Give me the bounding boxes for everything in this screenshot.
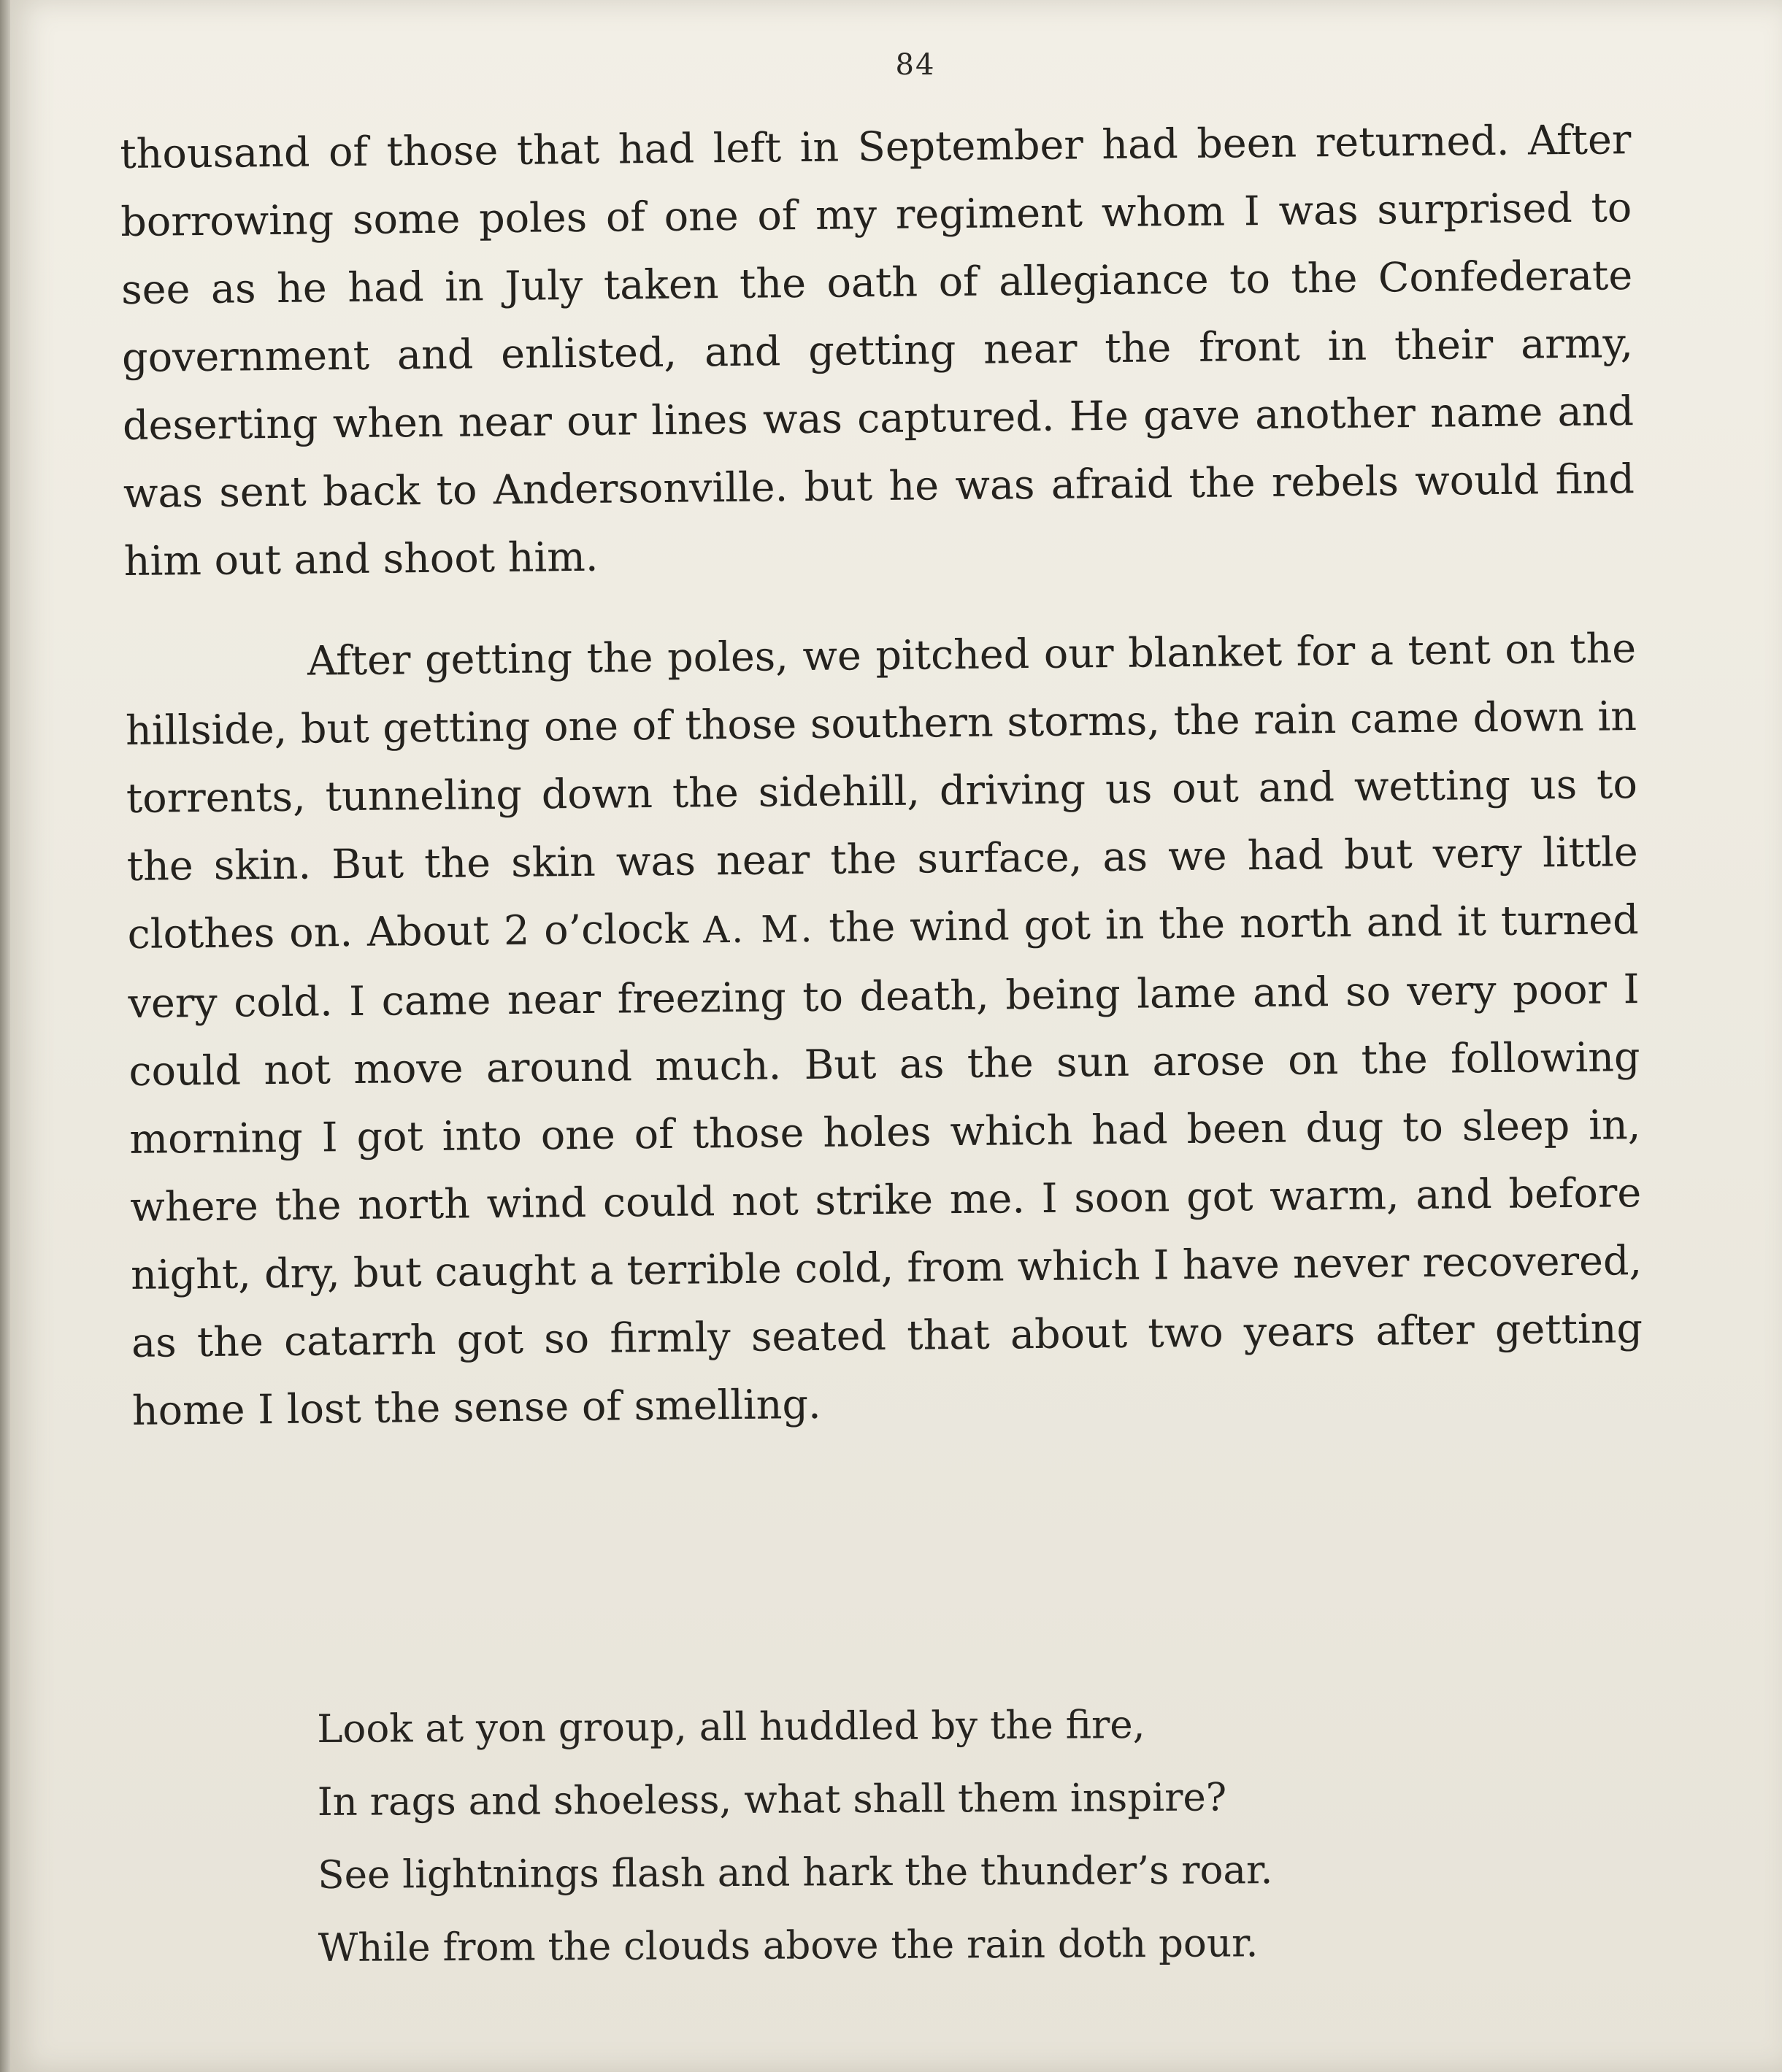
poem-line-4: While from the clouds above the rain doth pour.	[318, 1921, 1259, 1971]
poem-line-1: Look at yon group, all huddled by the fire,	[317, 1703, 1145, 1752]
paragraph-1: thousand of those that had left in September had been returned. After borrowing some poles of one of my regiment whom I was surprised to see as he had in July taken the oath of allegiance to the Confederate government and enlisted, and getting near the front in their army, deserting when near our lines was captured. He gave another name and was sent back to Andersonville. but he was afraid the rebels would find him out and shoot him.	[120, 116, 1635, 585]
poem-line-3: See lightnings flash and hark the thunder’s roar.	[318, 1848, 1273, 1898]
page-number: 84	[895, 48, 936, 82]
body-text	[120, 106, 1643, 1445]
paragraph-2-part-1: After getting the poles, we pitched our blanket for a tent on the hillside, but getting one of those southern storms, the rain came down in torrents, tunneling down the sidehill, driving us out and wetting us to the skin. But the skin was near the surface, as we had but very little clothes on. About 2 o’clock	[125, 625, 1639, 958]
paragraph-2	[125, 615, 1644, 1445]
poem-line-2: In rags and shoeless, what shall them inspire?	[317, 1775, 1227, 1825]
time-abbreviation: A. M.	[702, 907, 815, 952]
book-page	[10, 0, 1782, 2072]
paragraph-2-part-2: the wind got in the north and it turned very cold. I came near freezing to death, being lame and so very poor I could not move around much. But as the sun arose on the following morning I got into one of those holes which had been dug to sleep in, where the north wind could not strike me. I soon got warm, and before night, dry, but caught a terrible cold, from which I have never recovered, as the catarrh got so firmly seated that about two years after getting home I lost the sense of smelling.	[128, 896, 1643, 1435]
book-gutter	[0, 0, 10, 2072]
poem-stanza	[317, 1687, 1486, 1985]
